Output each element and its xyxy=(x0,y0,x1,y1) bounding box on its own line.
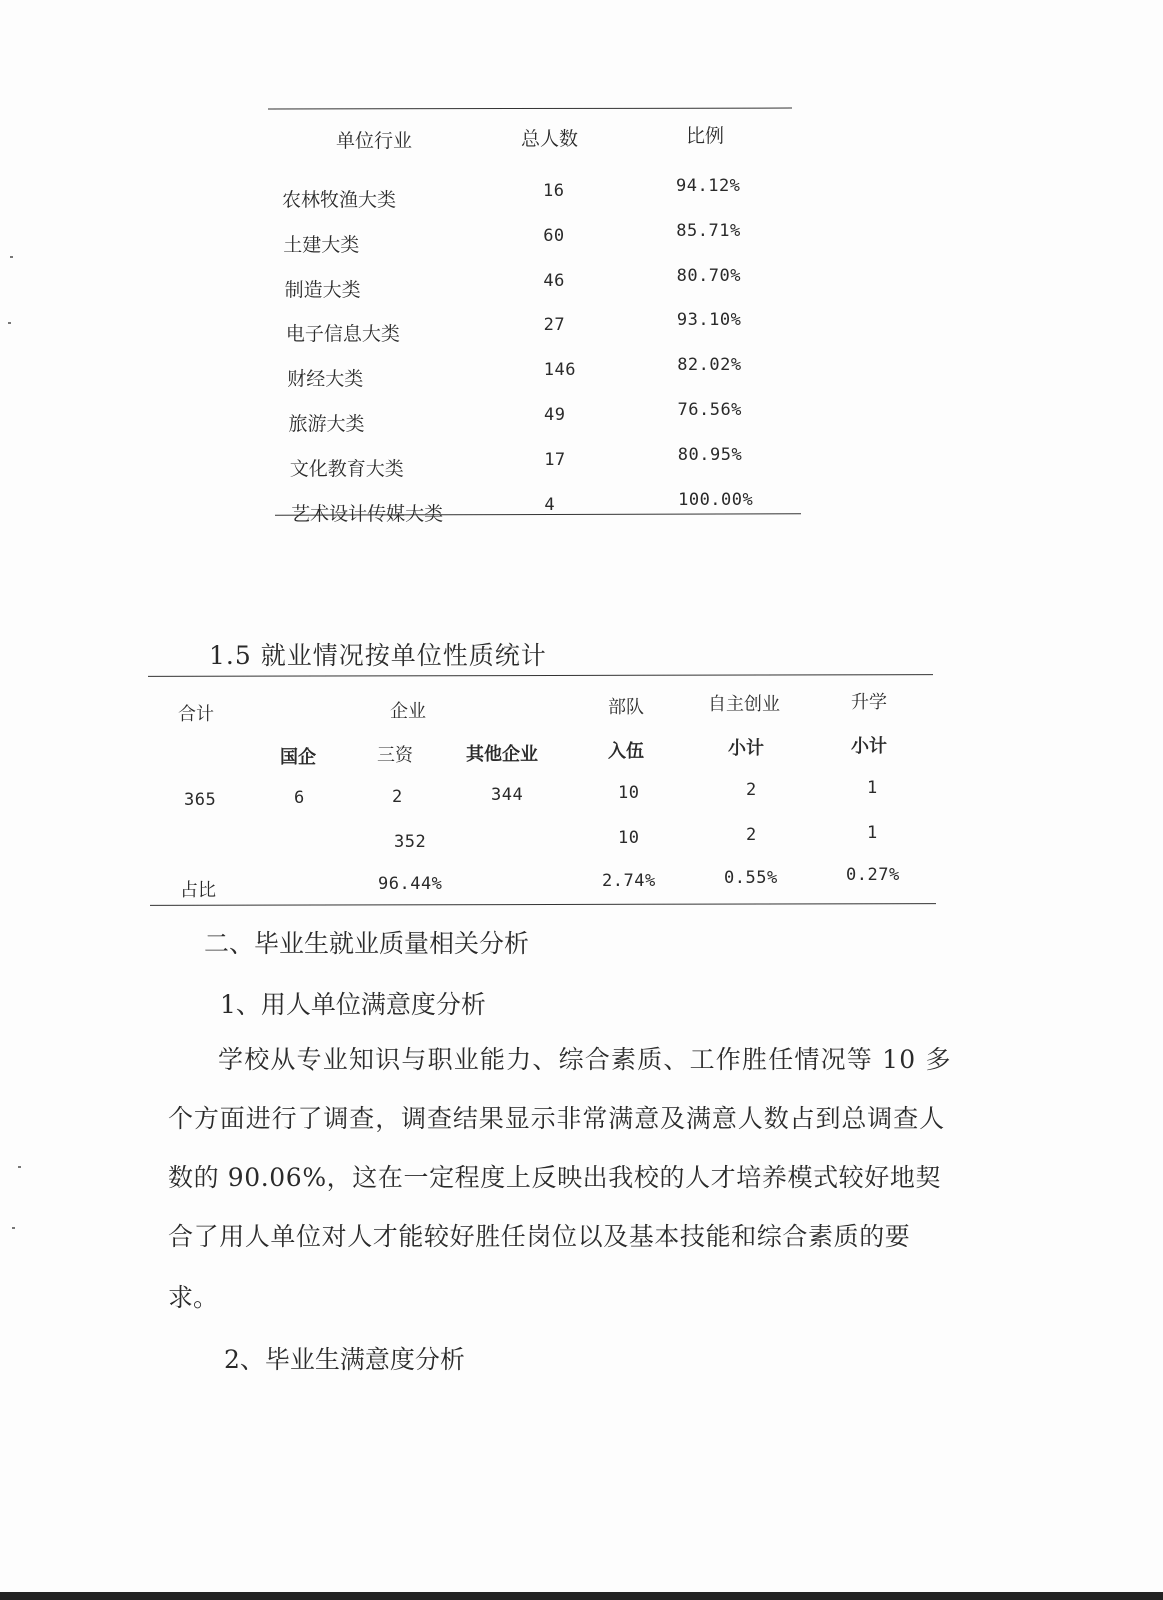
row2-enterprise: 352 xyxy=(394,832,427,852)
paragraph-line: 求。 xyxy=(168,1283,219,1312)
subheader-foreign: 三资 xyxy=(377,745,413,766)
row1-self: 2 xyxy=(746,780,757,800)
industry-ratio-cell: 76.56% xyxy=(677,400,742,420)
row1-other: 344 xyxy=(491,785,524,805)
paragraph-line: 个方面进行了调查，调查结果显示非常满意及满意人数占到总调查人 xyxy=(168,1104,946,1133)
header-army: 部队 xyxy=(608,697,644,718)
scan-bottom-edge xyxy=(0,1592,1163,1600)
subsection-1-title: 1、用人单位满意度分析 xyxy=(220,990,486,1019)
table-top-rule xyxy=(268,108,792,110)
scan-speck xyxy=(8,322,11,324)
industry-name-cell: 艺术设计传媒大类 xyxy=(291,502,444,525)
row2-self: 2 xyxy=(746,825,757,845)
industry-ratio-cell: 80.95% xyxy=(677,444,743,465)
subsection-2-title: 2、毕业生满意度分析 xyxy=(224,1345,465,1374)
industry-name-cell: 土建大类 xyxy=(283,233,360,256)
paragraph-line: 数的 90.06%，这在一定程度上反映出我校的人才培养模式较好地契 xyxy=(168,1163,942,1192)
row1-soe: 6 xyxy=(294,788,305,808)
industry-count-cell: 146 xyxy=(543,360,577,381)
subheader-study-subtotal: 小计 xyxy=(851,736,887,757)
row1-study: 1 xyxy=(867,778,878,798)
scan-speck xyxy=(12,1227,15,1229)
header-enterprise: 企业 xyxy=(390,701,426,722)
subheader-soe: 国企 xyxy=(280,747,316,768)
row3-army: 2.74% xyxy=(602,871,656,891)
industry-count-cell: 46 xyxy=(543,270,565,291)
header-ratio: 比例 xyxy=(686,125,725,147)
row3-study: 0.27% xyxy=(846,865,900,885)
row1-foreign: 2 xyxy=(392,787,403,807)
industry-ratio-cell: 100.00% xyxy=(678,489,754,510)
industry-ratio-cell: 80.70% xyxy=(676,265,742,286)
subheader-enlist: 入伍 xyxy=(608,741,644,762)
row2-army: 10 xyxy=(618,828,640,848)
row3-self: 0.55% xyxy=(724,868,778,888)
paragraph-line: 合了用人单位对人才能较好胜任岗位以及基本技能和综合素质的要 xyxy=(168,1222,911,1251)
section-1-5-title: 1.5 就业情况按单位性质统计 xyxy=(209,641,547,670)
industry-name-cell: 农林牧渔大类 xyxy=(282,189,397,211)
industry-name-cell: 制造大类 xyxy=(284,278,361,301)
industry-name-cell: 电子信息大类 xyxy=(285,323,400,346)
subheader-other: 其他企业 xyxy=(466,744,538,765)
nature-top-rule xyxy=(148,674,933,677)
row3-enterprise: 96.44% xyxy=(378,874,443,894)
header-industry: 单位行业 xyxy=(336,130,413,152)
header-total: 总人数 xyxy=(521,128,579,150)
row1-total: 365 xyxy=(184,790,217,810)
industry-ratio-cell: 94.12% xyxy=(676,176,741,196)
industry-name-cell: 财经大类 xyxy=(287,368,364,391)
industry-count-cell: 49 xyxy=(544,405,566,425)
nature-bottom-rule xyxy=(150,903,936,906)
paragraph-line: 学校从专业知识与职业能力、综合素质、工作胜任情况等 10 多 xyxy=(218,1045,952,1074)
industry-ratio-cell: 82.02% xyxy=(677,355,742,376)
subheader-self-subtotal: 小计 xyxy=(728,738,764,759)
industry-ratio-cell: 93.10% xyxy=(676,310,742,331)
header-self-employed: 自主创业 xyxy=(708,694,780,715)
section-2-title: 二、毕业生就业质量相关分析 xyxy=(204,929,530,958)
header-total: 合计 xyxy=(178,704,214,725)
industry-ratio-cell: 85.71% xyxy=(676,220,741,241)
industry-count-cell: 60 xyxy=(543,225,565,246)
row2-study: 1 xyxy=(867,823,878,843)
header-further-study: 升学 xyxy=(851,692,887,713)
industry-count-cell: 17 xyxy=(544,449,566,470)
industry-name-cell: 文化教育大类 xyxy=(289,457,404,480)
scan-speck xyxy=(18,1166,21,1168)
scan-speck xyxy=(10,256,13,258)
industry-count-cell: 4 xyxy=(544,494,556,515)
industry-count-cell: 27 xyxy=(543,315,566,336)
row1-army: 10 xyxy=(618,783,640,803)
table-bottom-rule xyxy=(275,513,801,515)
industry-name-cell: 旅游大类 xyxy=(288,413,365,435)
row3-label: 占比 xyxy=(180,880,216,901)
industry-count-cell: 16 xyxy=(543,181,565,201)
